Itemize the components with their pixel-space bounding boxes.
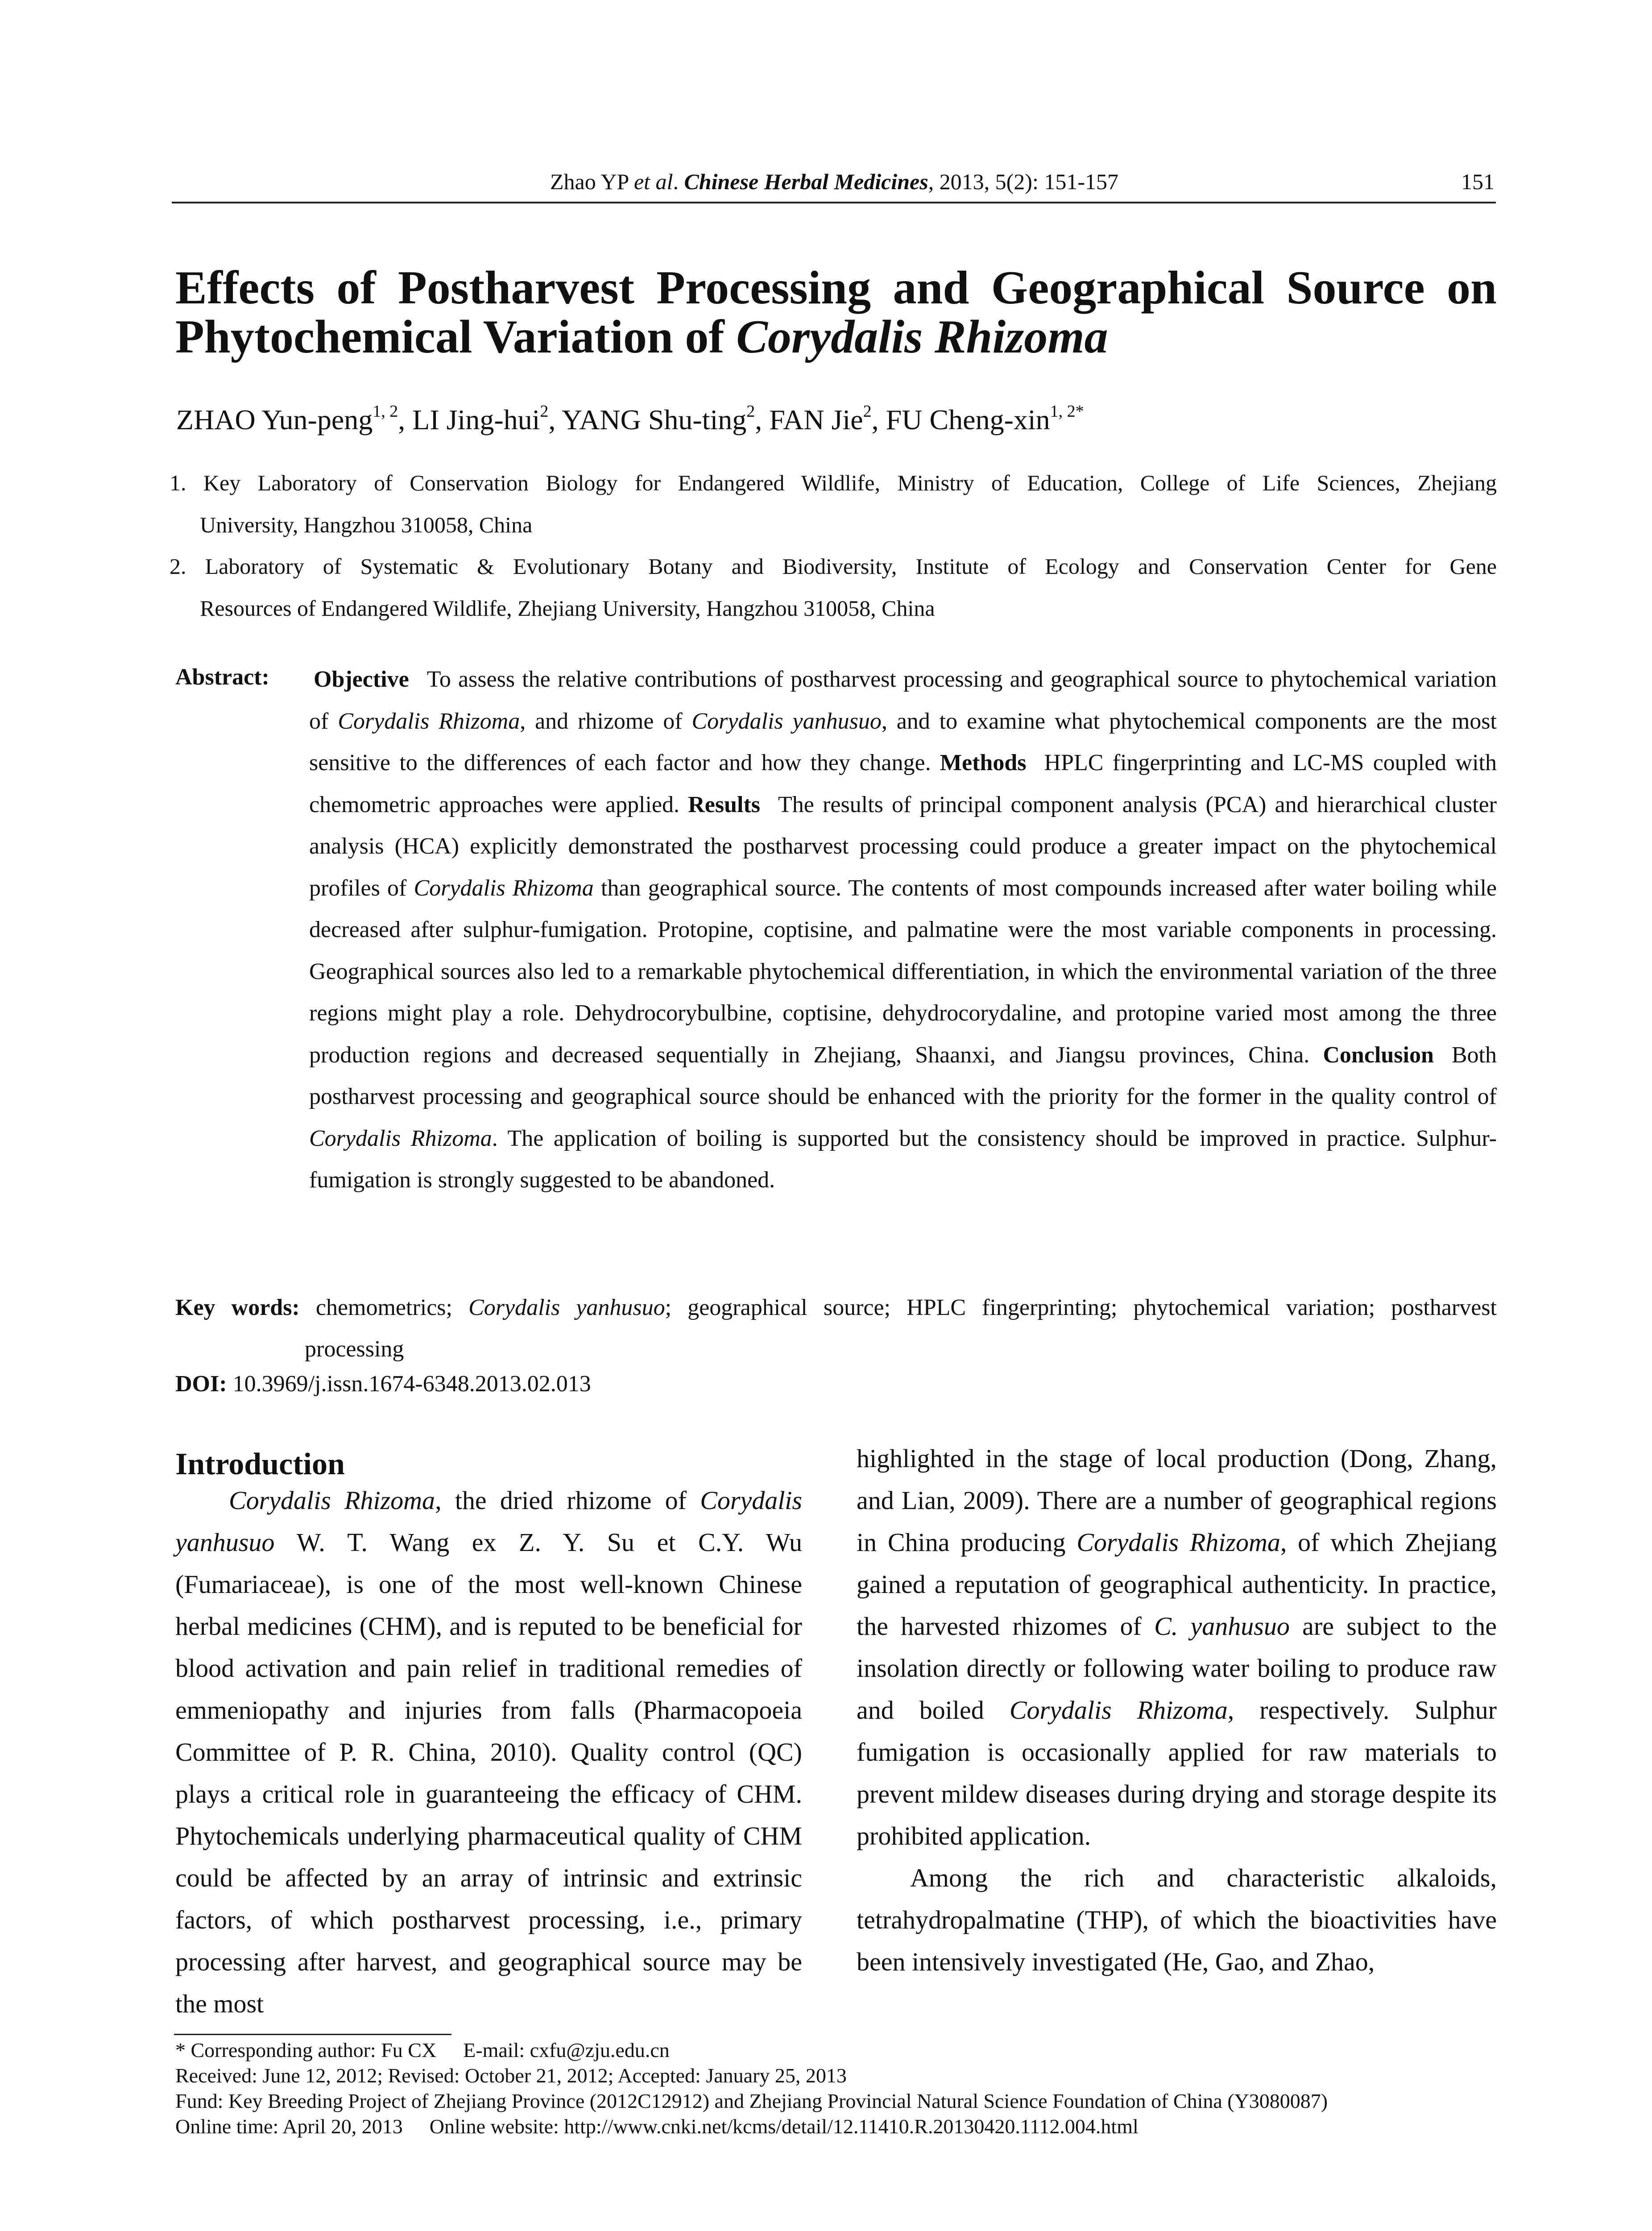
email-link[interactable]: E-mail: cxfu@zju.edu.cn: [463, 2039, 670, 2061]
affiliation-1-line-2: University, Hangzhou 310058, China: [200, 512, 533, 537]
methods-label: Methods: [940, 750, 1027, 775]
abstract-italic: Corydalis Rhizoma: [338, 708, 520, 734]
author-name: FU Cheng-xin: [886, 404, 1050, 435]
author-separator: ,: [548, 404, 562, 435]
keywords: [175, 1287, 1497, 1370]
body-italic: C. yanhusuo: [1154, 1612, 1290, 1641]
abstract-text: The results of principal component analysis (PCA) and hierarchical cluster analysis (HCA) explicitly demonstrated the postharvest processing could produce a greater impact on the phytochemical profiles of: [309, 792, 1497, 901]
abstract-text: To assess the relative contributions of postharvest processing and geographical source to phytochemical variation of: [309, 667, 1497, 734]
journal-volume: , 2013, 5(2): 151-157: [928, 169, 1118, 194]
affiliation-2-line-2: Resources of Endangered Wildlife, Zhejiang University, Hangzhou 310058, China: [200, 596, 935, 621]
footnotes: [175, 2037, 1497, 2139]
abstract-italic: Corydalis Rhizoma: [309, 1125, 492, 1151]
author-name: FAN Jie: [769, 404, 863, 435]
keywords-line-2: processing: [305, 1336, 404, 1362]
online-website-link[interactable]: Online website: http://www.cnki.net/kcms/detail/12.11410.R.20130420.1112.004.html: [429, 2115, 1139, 2138]
body-italic: Corydalis yanhusuo: [175, 1486, 802, 1557]
abstract-text: , and to examine what phytochemical components are the most sensitive to the differences of each factor and how they change.: [309, 708, 1497, 775]
author: [769, 404, 886, 435]
article-title: [175, 263, 1497, 361]
footnote-online: [175, 2114, 1497, 2139]
body-text: , of which Zhejiang gained a reputation of geographical authenticity. In practice, the harvested rhizomes of: [857, 1528, 1497, 1641]
abstract-italic: Corydalis Rhizoma: [414, 875, 594, 901]
title-line-2-text: Phytochemical Variation of: [175, 311, 737, 363]
running-header-authors: Zhao YP: [550, 169, 634, 194]
affiliation-2: [170, 545, 1497, 629]
body-italic: Corydalis Rhizoma: [1009, 1696, 1228, 1725]
author-name: ZHAO Yun-peng: [176, 404, 373, 435]
results-label: Results: [688, 792, 760, 817]
doi-value: 10.3969/j.issn.1674-6348.2013.02.013: [227, 1371, 591, 1397]
running-header: [174, 169, 1495, 200]
online-time: Online time: April 20, 2013: [175, 2115, 403, 2138]
running-header-dot: .: [673, 169, 684, 194]
body-text: W. T. Wang ex Z. Y. Su et C.Y. Wu (Fumariaceae), is one of the most well-known Chinese herbal medicines (CHM), and is reputed to be beneficial for blood activation and pain relief in traditional remedies of emmeniopathy and injuries from falls (Pharmacopoeia Committee of P. R. China, 2010). Quality control (QC) plays a critical role in guaranteeing the efficacy of CHM. Phytochemicals underlying pharmaceutical quality of CHM could be affected by an array of intrinsic and extrinsic factors, of which postharvest processing, i.e., primary processing after harvest, and geographical source may be the most: [175, 1528, 802, 2018]
objective-label: Objective: [314, 667, 409, 692]
introduction-heading: Introduction: [175, 1447, 345, 1481]
author-affil-marker: 2: [746, 402, 755, 421]
author-affil-marker: 1, 2*: [1050, 402, 1084, 421]
keywords-italic: Corydalis yanhusuo: [468, 1295, 665, 1320]
author-affil-marker: 1, 2: [373, 402, 398, 421]
abstract-text: . The application of boiling is supported but the consistency should be improved in practice. Sulphur-fumigation is strongly suggested to be abandoned.: [309, 1125, 1497, 1193]
author-separator: ,: [871, 404, 886, 435]
keywords-text: chemometrics;: [299, 1295, 469, 1320]
author: [562, 404, 769, 435]
body-italic: Corydalis Rhizoma: [229, 1486, 435, 1515]
footnote-corresponding: [175, 2037, 1497, 2063]
body-text: , the dried rhizome of: [435, 1486, 700, 1515]
paragraph: [857, 1438, 1497, 1857]
affiliation-1: [170, 462, 1497, 546]
author-name: LI Jing-hui: [412, 404, 540, 435]
abstract-text: , and rhizome of: [520, 708, 692, 734]
conclusion-label: Conclusion: [1323, 1042, 1434, 1068]
author: [176, 404, 412, 435]
paragraph: Among the rich and characteristic alkaloids, tetrahydropalmatine (THP), of which the bioactivities have been intensively investigated (He, Gao, and Zhao,: [857, 1863, 1497, 1976]
body-text: are subject to the insolation directly or following water boiling to produce raw and boiled: [857, 1612, 1497, 1725]
abstract-body: [309, 659, 1497, 1201]
affiliation-2-line-1: 2. Laboratory of Systematic & Evolutionary Botany and Biodiversity, Institute of Ecology and Conservation Center for Gene: [170, 554, 1497, 579]
author-separator: ,: [398, 404, 413, 435]
keywords-line-1: [175, 1287, 1497, 1328]
keywords-label: Key words:: [175, 1295, 300, 1320]
keywords-text: ; geographical source; HPLC fingerprinting; phytochemical variation; postharvest: [665, 1295, 1497, 1320]
doi: [175, 1371, 591, 1397]
body-text: , respectively. Sulphur fumigation is occasionally applied for raw materials to prevent mildew diseases during drying and storage despite its prohibited application.: [857, 1696, 1497, 1850]
author-affil-marker: 2: [863, 402, 872, 421]
body-text: highlighted in the stage of local production (Dong, Zhang, and Lian, 2009). There are a number of geographical regions in China producing: [857, 1444, 1497, 1557]
running-header-etal: et al: [633, 169, 673, 194]
title-line-2: [175, 312, 1497, 361]
journal-name: Chinese Herbal Medicines: [684, 169, 928, 194]
footnote-dates: Received: June 12, 2012; Revised: October 21, 2012; Accepted: January 25, 2013: [175, 2064, 847, 2087]
author: [886, 404, 1084, 435]
page-number: 151: [1461, 169, 1495, 194]
body-column-left: [175, 1480, 802, 2025]
title-line-1: Effects of Postharvest Processing and Geographical Source on: [175, 261, 1497, 314]
doi-label: DOI:: [175, 1371, 227, 1397]
running-header-citation: [174, 169, 1495, 195]
abstract-text: Both postharvest processing and geographical source should be enhanced with the priority for the former in the quality control of: [309, 1042, 1497, 1109]
footnote-fund: Fund: Key Breeding Project of Zhejiang Province (2012C12912) and Zhejiang Provincial Natural Science Foundation of China (Y3080087): [175, 2090, 1328, 2112]
paragraph: [175, 1480, 802, 2025]
author-list: [176, 402, 1084, 436]
body-italic: Corydalis Rhizoma: [1076, 1528, 1280, 1557]
abstract-text: HPLC fingerprinting and LC-MS coupled with chemometric approaches were applied.: [309, 750, 1497, 817]
header-rule: [172, 202, 1496, 203]
abstract-italic: Corydalis yanhusuo: [691, 708, 882, 734]
author: [412, 404, 562, 435]
corresponding-author: * Corresponding author: Fu CX: [175, 2039, 437, 2061]
body-column-right: [857, 1438, 1497, 1983]
title-line-2-italic: Corydalis Rhizoma: [736, 311, 1108, 363]
author-name: YANG Shu-ting: [562, 404, 747, 435]
author-affil-marker: 2: [540, 402, 549, 421]
footnote-rule: [174, 2034, 451, 2035]
author-separator: ,: [755, 404, 770, 435]
affiliation-1-line-1: 1. Key Laboratory of Conservation Biology for Endangered Wildlife, Ministry of Education, College of Life Sciences, Zhejiang: [170, 470, 1497, 495]
abstract-label: Abstract:: [175, 664, 269, 690]
abstract-text: than geographical source. The contents of most compounds increased after water boiling while decreased after sulphur-fumigation. Protopine, coptisine, and palmatine were the most variable components in processing. Geographical sources also led to a remarkable phytochemical differentiation, in which the environmental variation of the three regions might play a role. Dehydrocorybulbine, coptisine, dehydrocorydaline, and protopine varied most among the three production regions and decreased sequentially in Zhejiang, Shaanxi, and Jiangsu provinces, China.: [309, 875, 1497, 1068]
